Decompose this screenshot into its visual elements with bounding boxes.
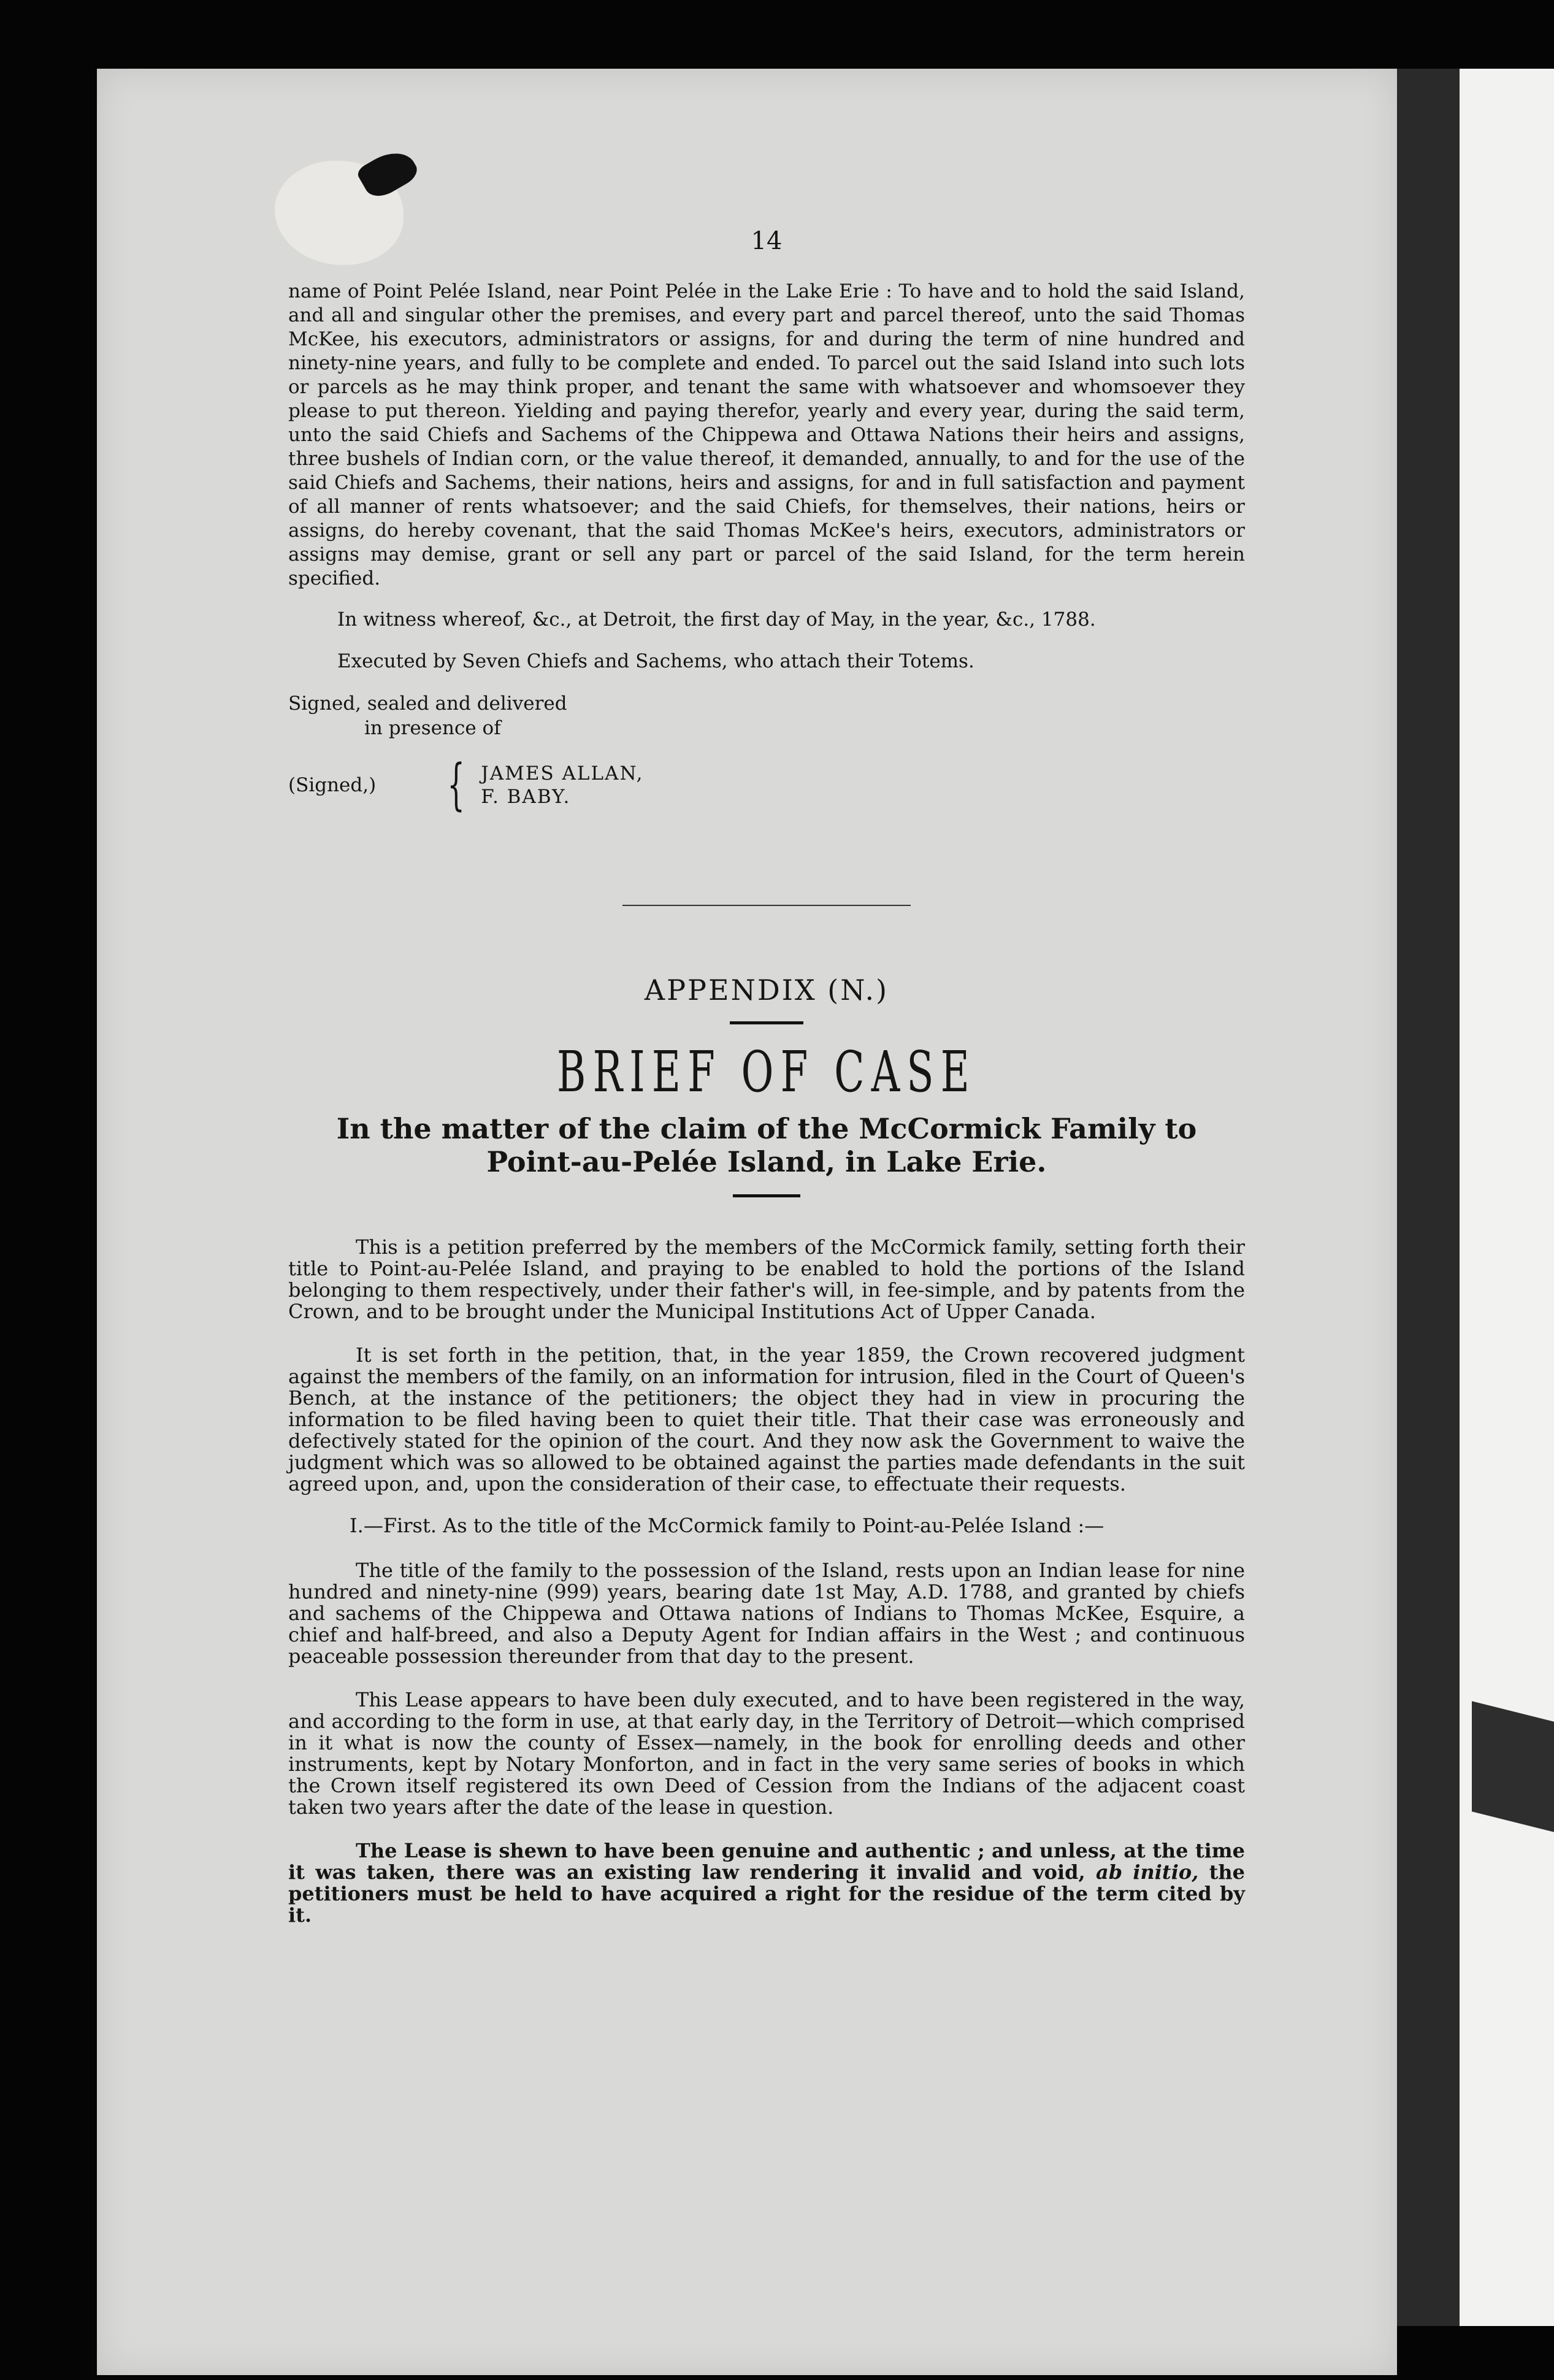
- matter-title: In the matter of the claim of the McCormick Family to Point-au-Pelée Island, in Lake Erie.: [336, 1112, 1197, 1178]
- paragraph-3: The title of the family to the possession of the Island, rests upon an Indian lease for nine hundred and ninety-nine (999) years, bearing date 1st May, A.D. 1788, and granted by chiefs and sachems of the Chippewa and Ottawa nations of Indians to Thomas McKee, Esquire, a chief and half-breed, and also a Deputy Agent for Indian affairs in the West ; and continuous peaceable possession thereunder from that day to the present.: [288, 1559, 1245, 1668]
- paragraph-5-start: The Lease is shewn to have been genuine and authentic ; and unless, at the time it was taken, there was an existing law rendering it invalid and void,: [288, 1839, 1245, 1884]
- section-heading-1: I.—First. As to the title of the McCormick family to Point-au-Pelée Island :—: [350, 1514, 1104, 1537]
- dark-scan-artifact: [1472, 1701, 1554, 1832]
- executed-line: Executed by Seven Chiefs and Sachems, who attach their Totems.: [337, 650, 974, 672]
- book-spine-shadow: [1392, 69, 1460, 2326]
- paragraph-2: It is set forth in the petition, that, in the year 1859, the Crown recovered judgment against the members of the family, on an information for intrusion, filed in the Court of Queen's Bench, at the instance of the petitioners; the object they had in view in procuring the information to be filed having been to quiet their title. That their case was erroneously and defectively stated for the opinion of the court. And they now ask the Government to waive the judgment which was so allowed to be obtained against the parties made defendants in the suit agreed upon, and, upon the consideration of their case, to effectuate their requests.: [288, 1343, 1245, 1495]
- page-number: 14: [751, 227, 783, 255]
- signatory-2: F. BABY.: [481, 786, 571, 808]
- signed-sealed-text: Signed, sealed and delivered: [288, 693, 567, 715]
- paragraph-1: This is a petition preferred by the members of the McCormick family, setting forth their title to Point-au-Pelée Island, and praying to be enabled to hold the portions of the Island belonging to them respectively, under their father's will, in fee-simple, and by patents from the Crown, and to be brought under the Municipal Institutions Act of Upper Canada.: [288, 1235, 1245, 1323]
- brief-title: BRIEF OF CASE: [557, 1039, 976, 1105]
- witness-line: In witness whereof, &c., at Detroit, the first day of May, in the year, &c., 1788.: [337, 608, 1096, 631]
- signed-label: (Signed,): [288, 774, 377, 796]
- appendix-title: APPENDIX (N.): [644, 973, 889, 1007]
- page-content: [288, 227, 1245, 1926]
- signatory-names: [481, 762, 643, 808]
- paragraph-5: [288, 1840, 1245, 1926]
- paragraph-5-italic: ab initio,: [1095, 1860, 1199, 1884]
- paragraph-5-end: the petitioners must be held to have acquired a right for the residue of the term cited by it.: [288, 1860, 1246, 1927]
- in-presence-text: in presence of: [364, 717, 501, 739]
- title-rule-2: [733, 1194, 800, 1197]
- section-divider: [622, 905, 911, 906]
- title-rule: [730, 1021, 803, 1024]
- brace-glyph: {: [447, 753, 465, 817]
- next-page-edge: [1460, 69, 1554, 2326]
- paragraph-4: This Lease appears to have been duly executed, and to have been registered in the way, and according to the form in use, at that early day, in the Territory of Detroit—which comprised in it what is now the county of Essex—namely, in the book for enrolling deeds and other instruments, kept by Notary Monforton, and in fact in the very same series of books in which the Crown itself registered its own Deed of Cession from the Indians of the adjacent coast taken two years after the date of the lease in question.: [288, 1688, 1245, 1819]
- lease-text: name of Point Pelée Island, near Point Pelée in the Lake Erie : To have and to hold the said Island, and all and singular other the premises, and every part and parcel thereof, unto the said Thomas McKee, his executors, administrators or assigns, for and during the term of nine hundred and ninety-nine years, and fully to be complete and ended. To parcel out the said Island into such lots or parcels as he may think proper, and tenant the same with whatsoever and whomsoever they please to put thereon. Yielding and paying therefor, yearly and every year, during the said term, unto the said Chiefs and Sachems of the Chippewa and Ottawa Nations their heirs and assigns, three bushels of Indian corn, or the value thereof, it demanded, annually, to and for the use of the said Chiefs and Sachems, their nations, heirs and assigns, for and in full satisfaction and payment of all manner of rents whatsoever; and the said Chiefs, for themselves, their nations, heirs or assigns, do hereby covenant, that the said Thomas McKee's heirs, executors, administrators or assigns may demise, grant or sell any part or parcel of the said Island, for the term herein specified.: [288, 280, 1245, 589]
- signed-sealed-block: [288, 691, 1245, 740]
- signatory-1: JAMES ALLAN,: [481, 762, 644, 785]
- signatures: [288, 753, 1245, 817]
